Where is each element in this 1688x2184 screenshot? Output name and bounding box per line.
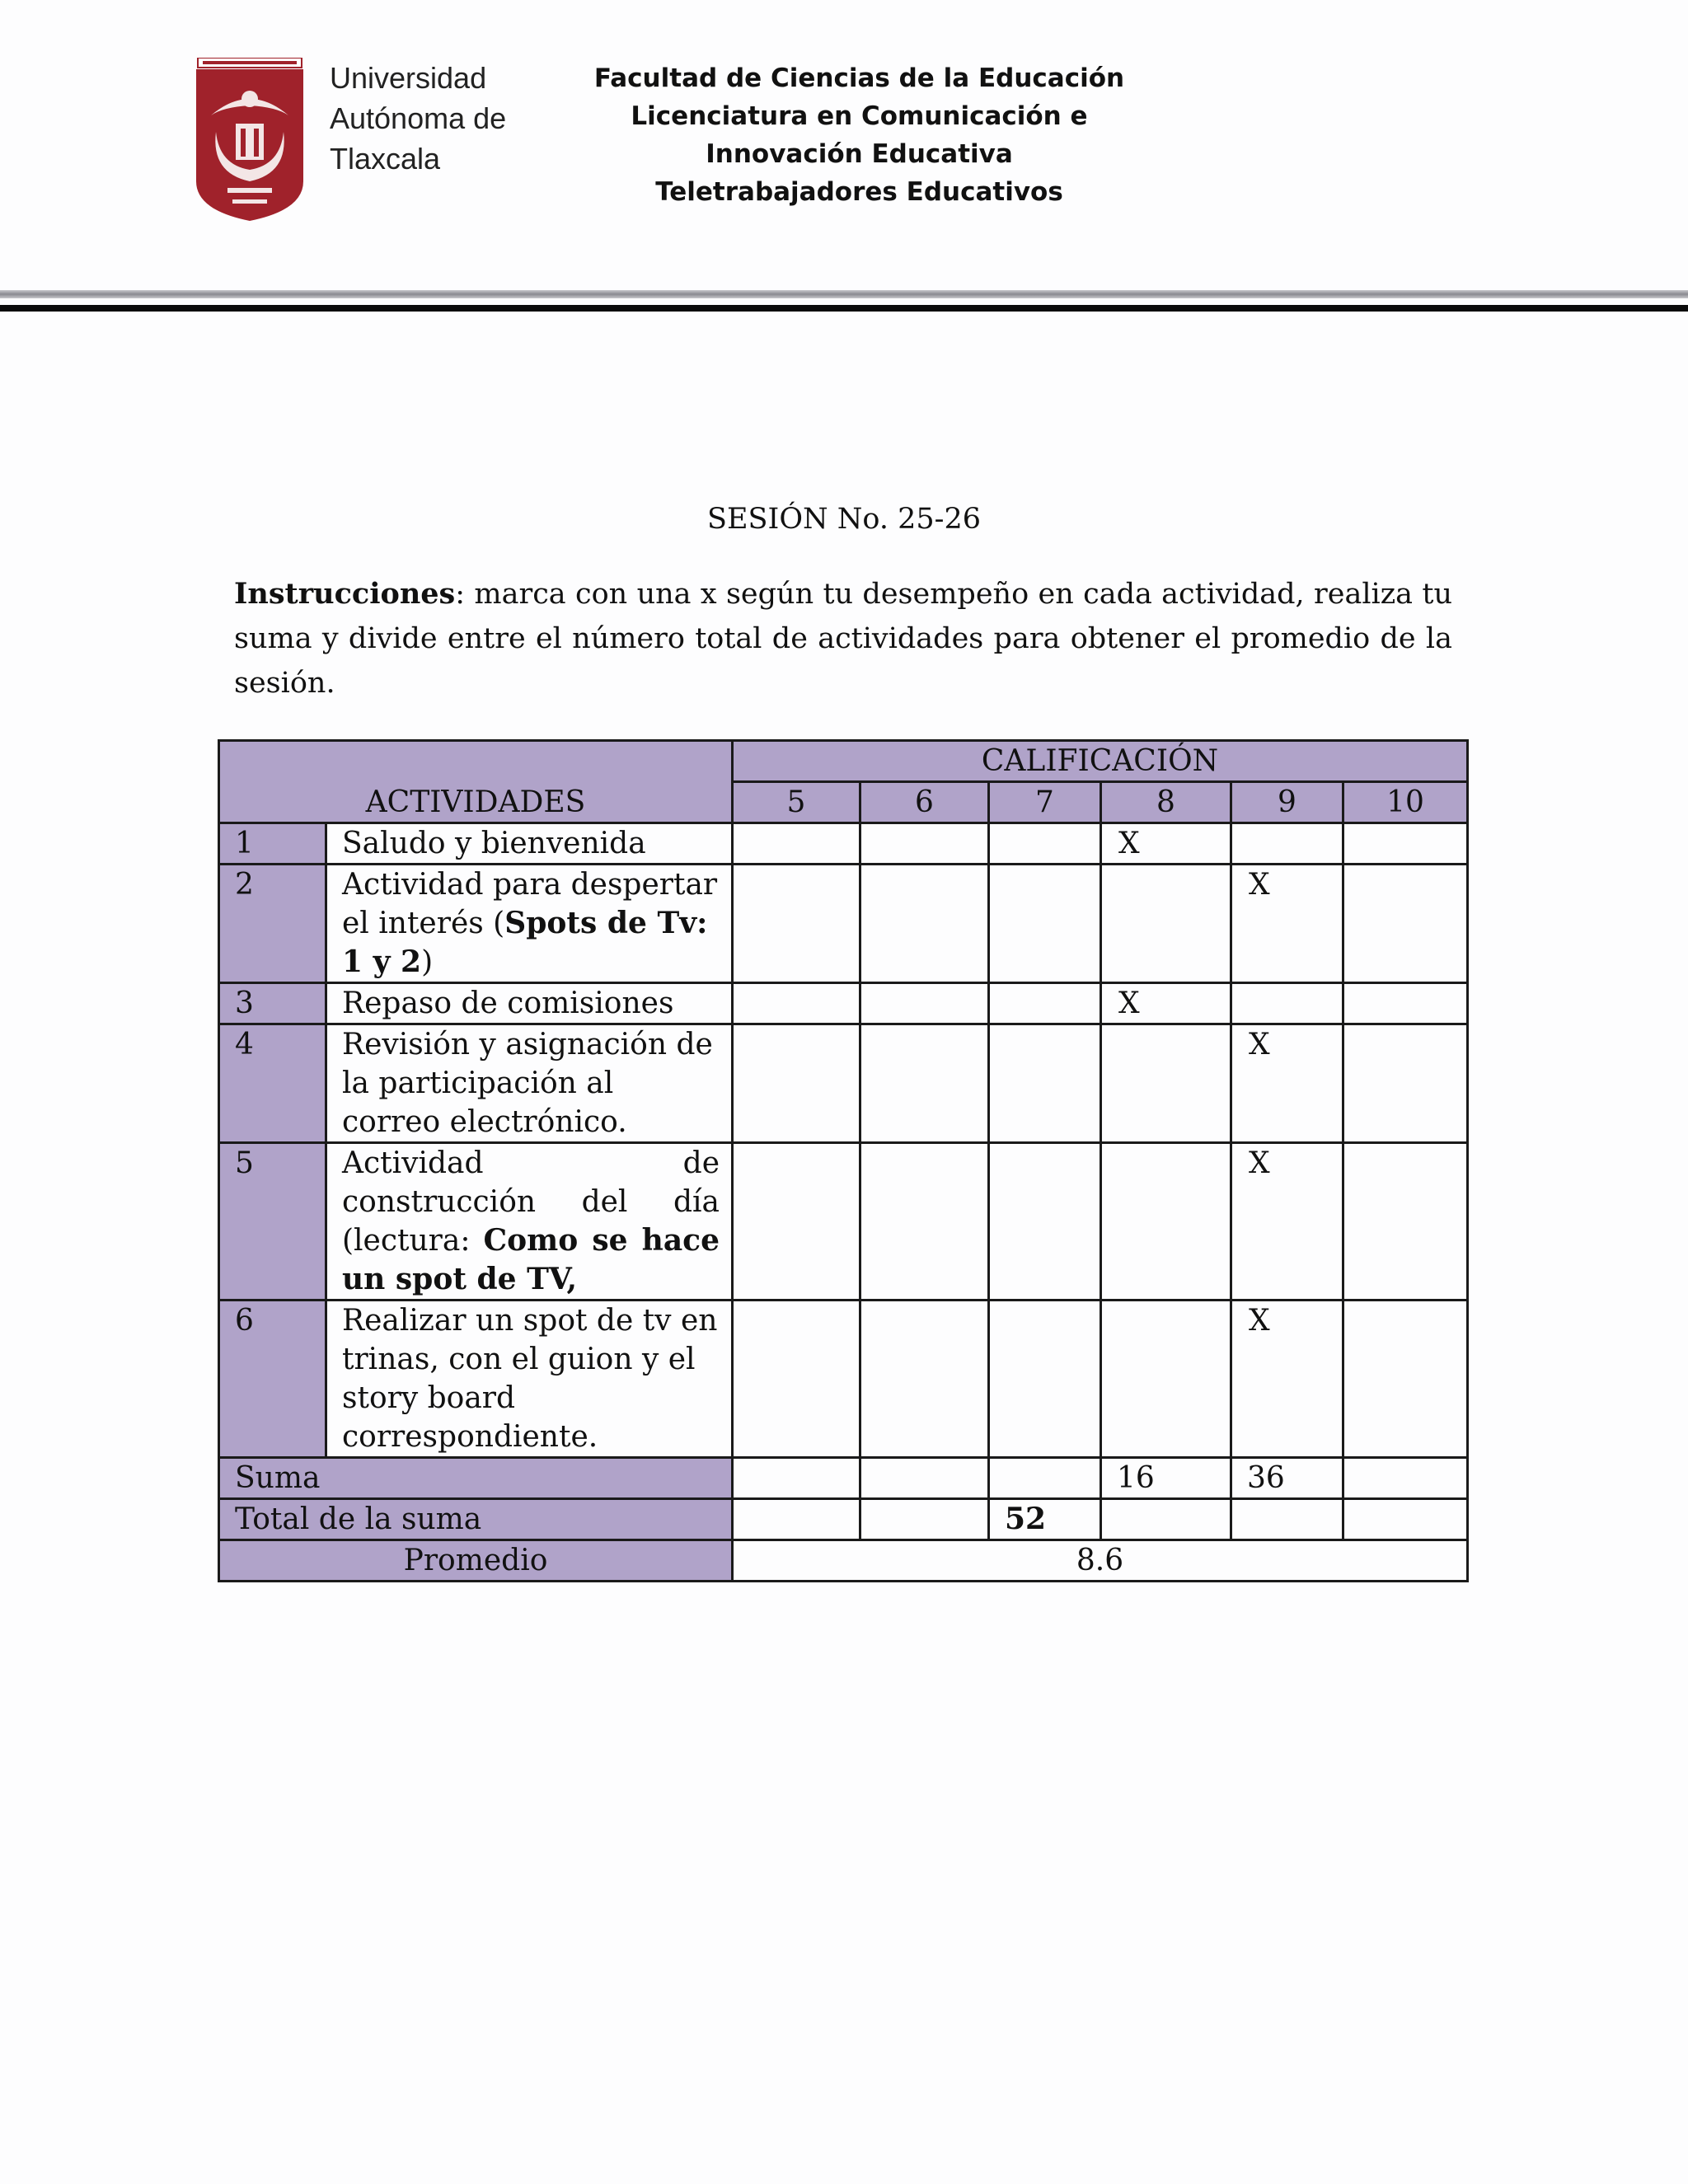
header-divider-gray — [0, 290, 1688, 298]
total-row — [219, 1499, 1468, 1540]
faculty-heading — [528, 59, 1191, 211]
university-name-line: Universidad — [330, 61, 487, 95]
instructions-label: Instrucciones — [234, 577, 456, 611]
activity-text: Actividad de construcción del día (lectura: — [342, 1146, 720, 1258]
sum-value-9: 36 — [1231, 1458, 1343, 1499]
activity-bold-text: Como se hace un spot de TV, — [342, 1223, 720, 1296]
activities-header: ACTIVIDADES — [219, 741, 733, 823]
activity-bold-text: Spots de Tv: 1 y 2 — [342, 906, 708, 979]
grade-column-header: 5 — [733, 782, 860, 823]
university-name-line: Autónoma de — [330, 101, 507, 135]
program-line: Licenciatura en Comunicación e — [631, 101, 1088, 131]
grade-column-header: 6 — [860, 782, 989, 823]
grade-mark: X — [1231, 1301, 1343, 1458]
table-row — [219, 983, 1468, 1024]
grade-column-header: 9 — [1231, 782, 1343, 823]
table-row — [219, 1024, 1468, 1143]
activity-number: 5 — [219, 1143, 326, 1301]
grade-header: CALIFICACIÓN — [733, 741, 1468, 782]
instructions-text: : marca con una x según tu desempeño en cada actividad, realiza tu suma y divide entre el número total de actividades para obtener el promedio de la sesión. — [234, 578, 1452, 700]
university-name — [330, 58, 506, 179]
instructions-paragraph — [234, 572, 1452, 705]
activity-number: 6 — [219, 1301, 326, 1458]
grade-mark: X — [1101, 823, 1231, 865]
activity-number: 2 — [219, 865, 326, 983]
grade-mark: X — [1101, 983, 1231, 1024]
university-name-line: Tlaxcala — [330, 142, 441, 176]
table-row — [219, 1143, 1468, 1301]
average-label: Promedio — [219, 1540, 733, 1582]
table-row — [219, 1301, 1468, 1458]
activity-text: Actividad para despertar el interés ( — [342, 868, 718, 940]
program-line: Innovación Educativa — [706, 139, 1013, 169]
total-value: 52 — [989, 1499, 1101, 1540]
sum-row — [219, 1458, 1468, 1499]
header-divider-black — [0, 305, 1688, 312]
average-value: 8.6 — [733, 1540, 1468, 1582]
average-row — [219, 1540, 1468, 1582]
grade-mark: X — [1231, 865, 1343, 983]
table-row — [219, 823, 1468, 865]
activity-number: 3 — [219, 983, 326, 1024]
grade-column-header: 7 — [989, 782, 1101, 823]
grade-column-header: 10 — [1343, 782, 1468, 823]
grade-mark: X — [1231, 1143, 1343, 1301]
activity-name: Revisión y asignación de la participación al correo electrónico. — [326, 1024, 733, 1143]
grade-mark: X — [1231, 1024, 1343, 1143]
evaluation-table — [218, 739, 1469, 1582]
activity-number: 1 — [219, 823, 326, 865]
total-label: Total de la suma — [219, 1499, 733, 1540]
activity-name: Realizar un spot de tv en trinas, con el guion y el story board correspondiente. — [326, 1301, 733, 1458]
university-logo — [195, 58, 305, 223]
activity-text: ) — [421, 945, 434, 979]
faculty-line: Facultad de Ciencias de la Educación — [593, 63, 1125, 93]
table-row — [219, 865, 1468, 983]
activity-name — [326, 1143, 733, 1301]
activity-name — [326, 865, 733, 983]
sum-label: Suma — [219, 1458, 733, 1499]
sum-value-8: 16 — [1101, 1458, 1231, 1499]
grade-column-header: 8 — [1101, 782, 1231, 823]
activity-name: Saludo y bienvenida — [326, 823, 733, 865]
activity-name: Repaso de comisiones — [326, 983, 733, 1024]
activity-number: 4 — [219, 1024, 326, 1143]
session-title: SESIÓN No. 25-26 — [706, 503, 981, 536]
group-line: Teletrabajadores Educativos — [655, 177, 1063, 207]
